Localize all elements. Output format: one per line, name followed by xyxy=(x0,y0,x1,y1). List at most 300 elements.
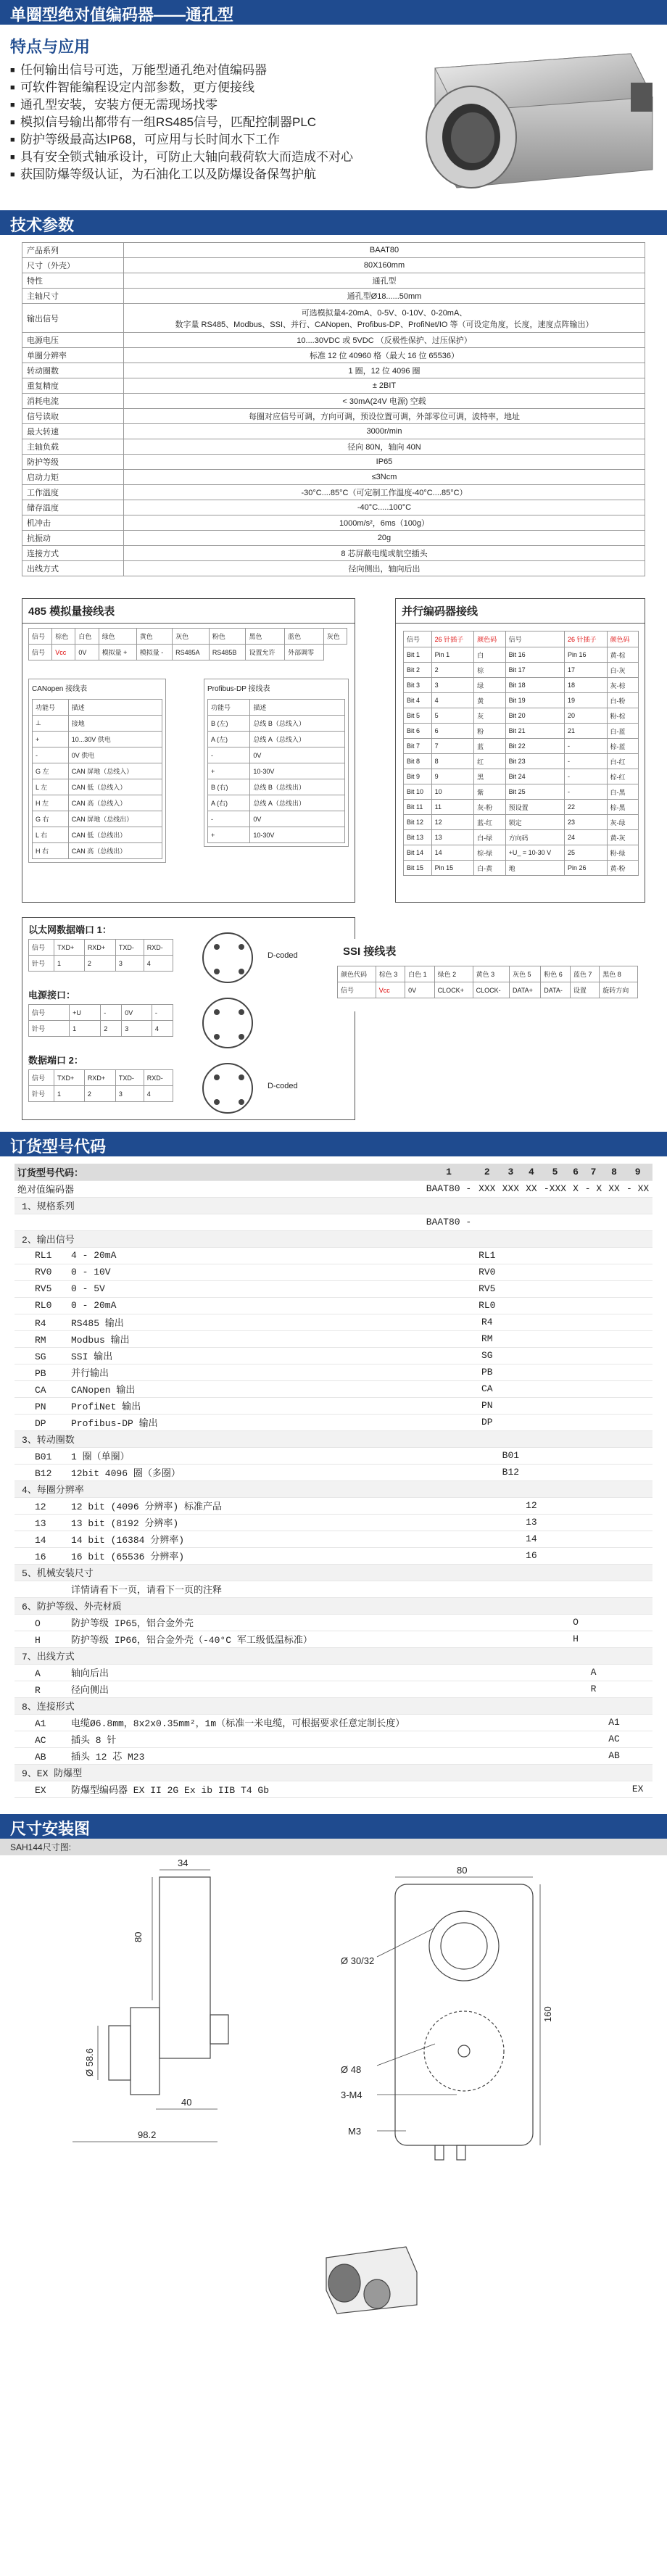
order-col-cell xyxy=(523,1464,540,1480)
order-col-cell xyxy=(499,1380,523,1397)
dim-80-top: 80 xyxy=(457,1864,468,1876)
parallel-cell: 地 xyxy=(505,861,564,876)
m12-cell: 3 xyxy=(115,1086,144,1102)
canopen-cell: G 右 xyxy=(33,811,69,827)
order-col-cell xyxy=(605,1764,623,1781)
feature-item: ■ 防护等级最高达IP68，可应用与长时间水下工作 xyxy=(10,131,657,149)
feature-item: ■ 模拟信号输出都带有一组RS485信号，匹配控制器PLC xyxy=(10,114,657,131)
product-image xyxy=(392,39,660,199)
order-col-cell xyxy=(581,1514,605,1531)
order-col-cell xyxy=(540,1497,570,1514)
order-option-row xyxy=(14,1497,652,1514)
profibus-cell: - xyxy=(208,747,250,763)
order-label xyxy=(14,1397,422,1414)
parallel-head-cell: 信号 xyxy=(505,631,564,647)
order-col-cell xyxy=(499,1214,523,1230)
order-col-cell xyxy=(523,1647,540,1664)
spec-key: 消耗电流 xyxy=(22,394,124,409)
order-col-cell xyxy=(605,1297,623,1314)
ssi-cell: 0V xyxy=(405,982,434,998)
order-label xyxy=(14,1280,422,1297)
order-header-cell: 4 xyxy=(523,1164,540,1180)
spec-row xyxy=(22,289,645,304)
canopen-cell: CAN 高（总线入） xyxy=(68,795,162,811)
order-option-row xyxy=(14,1681,652,1697)
order-col-cell xyxy=(581,1464,605,1480)
order-category-row xyxy=(14,1430,652,1447)
order-label xyxy=(14,1747,422,1764)
wiring-485-head-cell: 黄色 xyxy=(136,629,172,645)
parallel-row xyxy=(404,708,639,724)
order-header-cell: 3 xyxy=(499,1164,523,1180)
order-col-cell xyxy=(623,1747,652,1764)
wiring-485-panel xyxy=(22,598,355,903)
order-code: O xyxy=(35,1618,41,1629)
order-desc: 电缆Ø6.8mm，8x2x0.35mm²，1m（标准一米电缆，可根据要求任意定制长度） xyxy=(71,1718,405,1729)
order-col-cell xyxy=(540,1364,570,1380)
order-header-cell: 9 xyxy=(623,1164,652,1180)
dims-heading: 尺寸安装图 xyxy=(0,1814,667,1839)
order-base-cell: XXX xyxy=(499,1180,523,1197)
spec-row xyxy=(22,561,645,576)
order-col-cell xyxy=(523,1330,540,1347)
order-label xyxy=(14,1631,422,1647)
order-col-cell xyxy=(605,1781,623,1797)
m12-cell: - xyxy=(101,1005,122,1021)
spec-value: BAAT80 xyxy=(124,243,645,258)
order-col-cell xyxy=(540,1681,570,1697)
spec-value: 10....30VDC 或 5VDC （反极性保护、过压保护） xyxy=(124,333,645,348)
order-col-cell xyxy=(499,1781,523,1797)
wiring-485-head-cell: 粉色 xyxy=(209,629,246,645)
order-col-cell xyxy=(499,1297,523,1314)
canopen-box xyxy=(28,679,166,863)
order-col-cell xyxy=(540,1397,570,1414)
feature-item: ■ 任何输出信号可选，万能型通孔绝对值编码器 xyxy=(10,62,657,79)
order-label xyxy=(14,1731,422,1747)
order-col-cell xyxy=(570,1731,581,1747)
order-col-cell xyxy=(581,1747,605,1764)
order-col-cell xyxy=(570,1647,581,1664)
profibus-row xyxy=(208,763,345,779)
order-col-cell xyxy=(623,1247,652,1264)
order-col-cell xyxy=(499,1247,523,1264)
m12-cell: 2 xyxy=(84,956,115,972)
order-col-cell xyxy=(476,1647,500,1664)
ssi-head-cell: 白色 1 xyxy=(405,966,434,982)
order-col-cell: B01 xyxy=(499,1447,523,1464)
order-option-row xyxy=(14,1314,652,1330)
m12-title: 以太网数据端口 1： xyxy=(28,924,112,935)
dim-30: Ø 30/32 xyxy=(341,1955,375,1966)
profibus-row xyxy=(208,747,345,763)
order-col-cell xyxy=(422,1314,475,1330)
order-col-cell xyxy=(605,1214,623,1230)
spec-key: 主轴尺寸 xyxy=(22,289,124,304)
order-col-cell xyxy=(570,1564,581,1581)
order-col-cell: 14 xyxy=(523,1531,540,1547)
order-code: SG xyxy=(35,1351,46,1362)
order-col-cell xyxy=(422,1581,475,1597)
spec-key: 启动力矩 xyxy=(22,470,124,485)
spec-row xyxy=(22,455,645,470)
order-col-cell xyxy=(523,1480,540,1497)
order-col-cell xyxy=(523,1247,540,1264)
order-col-cell xyxy=(523,1564,540,1581)
parallel-cell: 预设置 xyxy=(505,800,564,815)
parallel-cell: 4 xyxy=(431,693,474,708)
wiring-485-cell: RS485B xyxy=(209,645,246,660)
parallel-cell: Pin 16 xyxy=(565,647,608,663)
order-col-cell: B12 xyxy=(499,1464,523,1480)
order-col-cell xyxy=(623,1380,652,1397)
order-col-cell xyxy=(476,1480,500,1497)
wiring-485-cell: 设置允许 xyxy=(246,645,285,660)
order-col-cell xyxy=(570,1781,581,1797)
order-col-cell xyxy=(570,1697,581,1714)
canopen-cell: H 右 xyxy=(33,843,69,859)
parallel-cell: Bit 13 xyxy=(404,830,432,845)
order-col-cell xyxy=(623,1714,652,1731)
order-col-cell xyxy=(540,1647,570,1664)
order-code: PB xyxy=(35,1368,46,1379)
order-desc: 0 - 20mA xyxy=(71,1300,117,1311)
order-col-cell xyxy=(581,1531,605,1547)
parallel-cell: Bit 15 xyxy=(404,861,432,876)
m12-cell: 1 xyxy=(54,956,85,972)
profibus-cell: 10-30V xyxy=(250,763,345,779)
order-code: PN xyxy=(35,1401,46,1412)
parallel-cell: Bit 19 xyxy=(505,693,564,708)
order-col-cell xyxy=(623,1414,652,1430)
order-base-row xyxy=(14,1180,652,1197)
dims-caption: SAH144尺寸图: xyxy=(0,1839,667,1855)
order-col-cell xyxy=(623,1631,652,1647)
order-col-cell xyxy=(476,1430,500,1447)
parallel-cell: 11 xyxy=(431,800,474,815)
order-col-cell xyxy=(570,1531,581,1547)
order-col-cell xyxy=(605,1681,623,1697)
parallel-cell: Bit 6 xyxy=(404,724,432,739)
spec-key: 连接方式 xyxy=(22,546,124,561)
m12-cell: TXD- xyxy=(115,1070,144,1086)
canopen-cell: G 左 xyxy=(33,763,69,779)
wiring-485-head-cell: 白色 xyxy=(75,629,99,645)
parallel-cell: 白-灰 xyxy=(607,663,638,678)
order-label xyxy=(14,1664,422,1681)
order-label xyxy=(14,1314,422,1330)
order-category-row xyxy=(14,1647,652,1664)
order-col-cell xyxy=(422,1747,475,1764)
parallel-cell: Pin 1 xyxy=(431,647,474,663)
profibus-cell: - xyxy=(208,811,250,827)
order-col-cell xyxy=(540,1330,570,1347)
order-col-cell xyxy=(499,1747,523,1764)
wiring-485-head-cell: 棕色 xyxy=(52,629,75,645)
order-col-cell xyxy=(570,1347,581,1364)
order-option-row xyxy=(14,1414,652,1430)
connector-pin-icon xyxy=(214,1099,220,1105)
profibus-cell: A (左) xyxy=(208,732,250,747)
order-col-cell xyxy=(540,1414,570,1430)
order-col-cell xyxy=(623,1597,652,1614)
spec-value: 径向 80N，轴向 40N xyxy=(124,439,645,455)
order-option-row xyxy=(14,1264,652,1280)
profibus-cell: A (右) xyxy=(208,795,250,811)
order-code: AB xyxy=(35,1752,46,1763)
parallel-cell: 绿 xyxy=(474,678,505,693)
order-col-cell xyxy=(499,1230,523,1247)
order-col-cell xyxy=(422,1614,475,1631)
order-label xyxy=(14,1364,422,1380)
order-col-cell xyxy=(623,1581,652,1597)
order-col-cell xyxy=(623,1531,652,1547)
parallel-cell: 24 xyxy=(565,830,608,845)
order-col-cell xyxy=(476,1214,500,1230)
profibus-box xyxy=(204,679,349,847)
order-col-cell xyxy=(570,1764,581,1781)
spec-value: < 30mA(24V 电源) 空载 xyxy=(124,394,645,409)
order-col-cell xyxy=(623,1430,652,1447)
order-col-cell xyxy=(570,1330,581,1347)
order-base-cell: X xyxy=(570,1180,581,1197)
parallel-row xyxy=(404,815,639,830)
ssi-title: SSI 接线表 xyxy=(343,945,397,958)
parallel-cell: Bit 8 xyxy=(404,754,432,769)
order-option-row xyxy=(14,1380,652,1397)
parallel-row xyxy=(404,693,639,708)
ssi-cell: 设置 xyxy=(570,982,599,998)
parallel-cell: 7 xyxy=(431,739,474,754)
parallel-cell: 紫 xyxy=(474,784,505,800)
parallel-cell: 棕-蓝 xyxy=(607,739,638,754)
parallel-table xyxy=(403,631,639,876)
parallel-head-cell: 26 针插子 xyxy=(565,631,608,647)
canopen-row xyxy=(33,779,162,795)
order-col-cell xyxy=(476,1514,500,1531)
order-option-row xyxy=(14,1664,652,1681)
connector-pin-icon xyxy=(214,1074,220,1080)
order-col-cell xyxy=(422,1781,475,1797)
parallel-cell: 2 xyxy=(431,663,474,678)
order-col-cell xyxy=(523,1414,540,1430)
order-col-cell xyxy=(581,1280,605,1297)
order-col-cell xyxy=(623,1347,652,1364)
order-label: 5、机械安装尺寸 xyxy=(14,1564,422,1581)
order-col-cell xyxy=(476,1747,500,1764)
order-option-row xyxy=(14,1631,652,1647)
dim-48: Ø 48 xyxy=(341,2063,362,2075)
order-col-cell xyxy=(499,1364,523,1380)
order-col-cell xyxy=(540,1564,570,1581)
parallel-cell: 棕 xyxy=(474,663,505,678)
order-label xyxy=(14,1464,422,1480)
m12-cell: 3 xyxy=(122,1021,152,1037)
order-col-cell xyxy=(476,1714,500,1731)
order-label: 3、转动圈数 xyxy=(14,1430,422,1447)
order-col-cell xyxy=(422,1631,475,1647)
order-label: 7、出线方式 xyxy=(14,1647,422,1664)
order-col-cell xyxy=(540,1214,570,1230)
parallel-cell: 白-蓝 xyxy=(607,724,638,739)
order-label: 2、输出信号 xyxy=(14,1230,422,1247)
connector-pin-icon xyxy=(214,944,220,950)
order-option-row xyxy=(14,1531,652,1547)
parallel-cell: 3 xyxy=(431,678,474,693)
m12-cell: TXD- xyxy=(115,940,144,956)
order-col-cell xyxy=(499,1397,523,1414)
parallel-cell: - xyxy=(565,754,608,769)
order-col-cell: O xyxy=(570,1614,581,1631)
parallel-cell: 灰 xyxy=(474,708,505,724)
spec-key: 尺寸（外壳） xyxy=(22,258,124,273)
order-col-cell xyxy=(581,1364,605,1380)
spec-key: 信号读取 xyxy=(22,409,124,424)
order-desc: 12bit 4096 圈（多圈） xyxy=(71,1468,181,1479)
order-col-cell xyxy=(570,1280,581,1297)
spec-value: IP65 xyxy=(124,455,645,470)
parallel-cell: Bit 10 xyxy=(404,784,432,800)
order-col-cell xyxy=(623,1564,652,1581)
order-code: RL0 xyxy=(35,1300,52,1311)
m12-cell: 0V xyxy=(122,1005,152,1021)
canopen-row xyxy=(33,747,162,763)
dim-58: Ø 58.6 xyxy=(84,2047,95,2076)
order-col-cell xyxy=(540,1280,570,1297)
order-col-cell xyxy=(523,1314,540,1330)
order-col-cell xyxy=(422,1230,475,1247)
order-header-cell: 8 xyxy=(605,1164,623,1180)
ssi-cell: CLOCK- xyxy=(473,982,509,998)
order-col-cell xyxy=(581,1330,605,1347)
spec-key: 特性 xyxy=(22,273,124,289)
order-col-cell xyxy=(605,1447,623,1464)
order-code: 12 xyxy=(35,1502,46,1512)
m12-cell: TXD+ xyxy=(54,1070,85,1086)
order-label xyxy=(14,1447,422,1464)
order-option-row xyxy=(14,1464,652,1480)
m12-cell: 信号 xyxy=(29,1070,54,1086)
parallel-row xyxy=(404,647,639,663)
order-col-cell xyxy=(605,1647,623,1664)
order-col-cell xyxy=(623,1681,652,1697)
parallel-cell: 白-黄 xyxy=(474,861,505,876)
order-header-row xyxy=(14,1164,652,1180)
order-col-cell xyxy=(422,1647,475,1664)
order-col-cell xyxy=(605,1531,623,1547)
order-label xyxy=(14,1247,422,1264)
order-col-cell xyxy=(499,1280,523,1297)
order-col-cell: R4 xyxy=(476,1314,500,1330)
order-label xyxy=(14,1547,422,1564)
order-col-cell xyxy=(476,1781,500,1797)
order-desc: 0 - 5V xyxy=(71,1283,105,1294)
canopen-table xyxy=(32,699,162,859)
order-col-cell xyxy=(623,1280,652,1297)
order-code: A xyxy=(35,1668,41,1679)
canopen-cell: ⊥ xyxy=(33,716,69,732)
order-option-row xyxy=(14,1747,652,1764)
order-option-row xyxy=(14,1714,652,1731)
parallel-cell: Bit 25 xyxy=(505,784,564,800)
order-col-cell xyxy=(540,1430,570,1447)
order-table xyxy=(14,1164,652,1798)
order-code: R4 xyxy=(35,1318,46,1329)
parallel-cell: Bit 11 xyxy=(404,800,432,815)
order-col-cell xyxy=(476,1447,500,1464)
canopen-cell: CAN 高（总线出） xyxy=(68,843,162,859)
parallel-cell: Bit 3 xyxy=(404,678,432,693)
order-col-cell xyxy=(476,1497,500,1514)
order-col-cell xyxy=(570,1397,581,1414)
order-col-cell xyxy=(540,1514,570,1531)
profibus-row xyxy=(208,779,345,795)
order-desc: 插头 12 芯 M23 xyxy=(71,1752,145,1763)
ssi-panel xyxy=(337,939,645,1011)
parallel-cell: 6 xyxy=(431,724,474,739)
order-col-cell xyxy=(605,1197,623,1214)
order-col-cell xyxy=(523,1364,540,1380)
spec-row xyxy=(22,409,645,424)
dim-m4: 3-M4 xyxy=(341,2089,362,2100)
canopen-row xyxy=(33,700,162,716)
order-option-row xyxy=(14,1280,652,1297)
order-col-cell xyxy=(523,1230,540,1247)
order-label xyxy=(14,1781,422,1797)
order-col-cell xyxy=(499,1314,523,1330)
order-col-cell xyxy=(540,1747,570,1764)
order-col-cell xyxy=(605,1697,623,1714)
order-desc: 13 bit (8192 分辨率) xyxy=(71,1518,179,1529)
parallel-row xyxy=(404,800,639,815)
spec-value: 1 圈，12 位 4096 圈 xyxy=(124,363,645,378)
ssi-cell: 旋转方向 xyxy=(600,982,638,998)
order-col-cell xyxy=(581,1764,605,1781)
spec-row xyxy=(22,500,645,515)
connector-pin-icon xyxy=(239,1009,244,1015)
order-col-cell xyxy=(623,1314,652,1330)
m12-cell: - xyxy=(152,1005,173,1021)
order-col-cell xyxy=(476,1731,500,1747)
parallel-cell: 21 xyxy=(565,724,608,739)
order-col-cell xyxy=(499,1330,523,1347)
parallel-panel xyxy=(395,598,645,903)
order-category-row xyxy=(14,1764,652,1781)
parallel-cell: Pin 26 xyxy=(565,861,608,876)
parallel-row xyxy=(404,830,639,845)
order-desc: 16 bit (65536 分辨率) xyxy=(71,1552,185,1562)
order-col-cell xyxy=(523,1614,540,1631)
order-col-cell xyxy=(422,1681,475,1697)
order-col-cell xyxy=(605,1430,623,1447)
order-col-cell xyxy=(422,1480,475,1497)
order-col-cell xyxy=(605,1414,623,1430)
order-col-cell xyxy=(581,1414,605,1430)
spec-key: 机冲击 xyxy=(22,515,124,531)
ssi-cell: DATA+ xyxy=(509,982,540,998)
parallel-cell: - xyxy=(565,739,608,754)
spec-key: 单圈分辨率 xyxy=(22,348,124,363)
order-option-row xyxy=(14,1397,652,1414)
order-col-cell xyxy=(499,1764,523,1781)
order-col-cell xyxy=(476,1764,500,1781)
order-desc: 防护等级 IP66，铝合金外壳（-40°C 军工级低温标准） xyxy=(71,1635,312,1646)
order-col-cell xyxy=(605,1564,623,1581)
dim-80-left: 80 xyxy=(133,1931,144,1942)
spec-key: 重复精度 xyxy=(22,378,124,394)
order-col-cell xyxy=(499,1514,523,1531)
parallel-cell: 25 xyxy=(565,845,608,861)
